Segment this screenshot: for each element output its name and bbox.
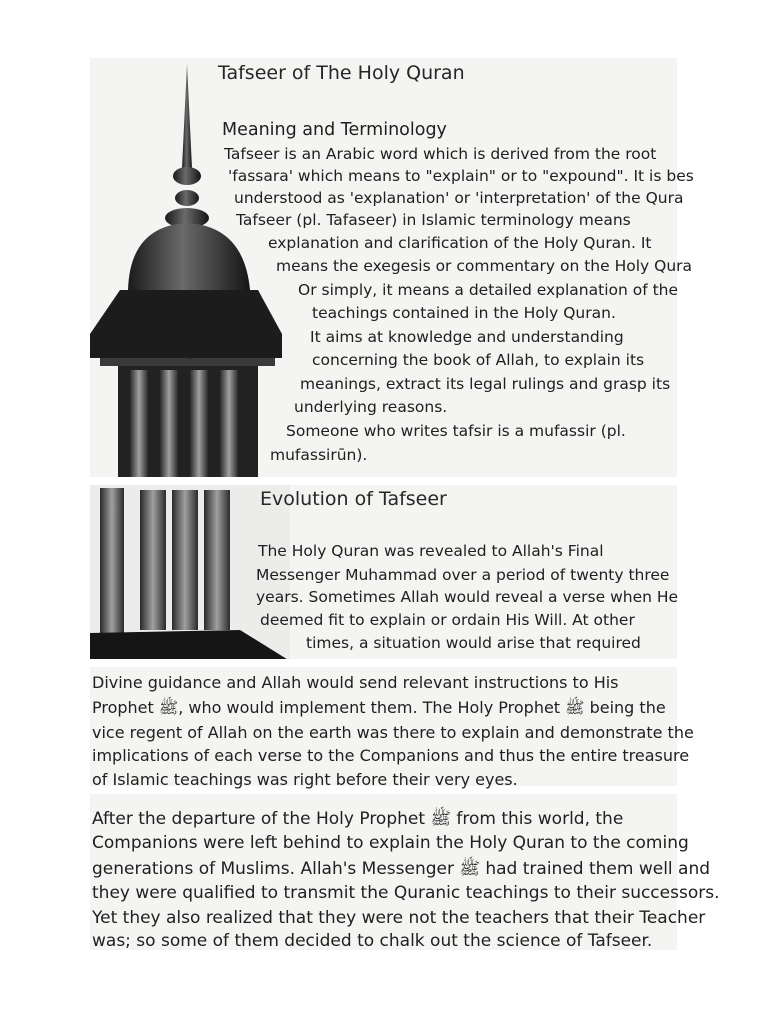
scanned-page — [90, 58, 720, 951]
section-subheading: Meaning and Terminology — [222, 120, 447, 140]
body-line: mufassirūn). — [270, 446, 368, 464]
body-line: concerning the book of Allah, to explain its — [312, 351, 645, 369]
body-line: understood as 'explanation' or 'interpretation' of the Qura — [234, 189, 684, 207]
body-line: Yet they also realized that they were not the teachers that their Teacher — [92, 908, 706, 928]
body-line: explanation and clarification of the Holy Quran. It — [268, 234, 652, 252]
body-line: Tafseer (pl. Tafaseer) in Islamic terminology means — [236, 211, 631, 229]
body-line: It aims at knowledge and understanding — [310, 328, 624, 346]
body-line: vice regent of Allah on the earth was there to explain and demonstrate the — [92, 723, 694, 742]
body-line: Companions were left behind to explain the Holy Quran to the coming — [92, 833, 689, 853]
body-line: After the departure of the Holy Prophet ﷺ from this world, the — [92, 809, 624, 829]
body-line: times, a situation would arise that required — [306, 634, 641, 652]
body-line: years. Sometimes Allah would reveal a verse when He — [256, 588, 679, 606]
body-line: generations of Muslims. Allah's Messenger ﷺ had trained them well and — [92, 859, 711, 879]
body-line: deemed fit to explain or ordain His Will. At other — [260, 611, 635, 629]
body-line: was; so some of them decided to chalk out the science of Tafseer. — [92, 931, 653, 951]
body-line: 'fassara' which means to "explain" or to "expound". It is bes — [228, 167, 694, 185]
section-title: Evolution of Tafseer — [260, 488, 447, 510]
strip-gap — [90, 477, 677, 485]
body-line: Prophet ﷺ, who would implement them. The Holy Prophet ﷺ being the — [92, 698, 666, 717]
body-line: underlying reasons. — [294, 398, 448, 416]
body-line: Divine guidance and Allah would send relevant instructions to His — [92, 673, 619, 692]
body-line: Or simply, it means a detailed explanation of the — [298, 281, 679, 299]
body-line: teachings contained in the Holy Quran. — [312, 304, 616, 322]
body-line: meanings, extract its legal rulings and grasp its — [300, 375, 671, 393]
body-line: Tafseer is an Arabic word which is derived from the root — [224, 145, 657, 163]
section-title: Tafseer of The Holy Quran — [218, 62, 465, 84]
strip-gap — [90, 659, 677, 667]
body-line: Messenger Muhammad over a period of twenty three — [256, 566, 670, 584]
body-line: implications of each verse to the Companions and thus the entire treasure — [92, 746, 690, 765]
body-line: The Holy Quran was revealed to Allah's Final — [258, 542, 604, 560]
body-line: Someone who writes tafsir is a mufassir (pl. — [286, 422, 626, 440]
body-line: they were qualified to transmit the Quranic teachings to their successors. — [92, 883, 720, 903]
body-line: of Islamic teachings was right before their very eyes. — [92, 770, 518, 789]
body-line: means the exegesis or commentary on the Holy Qura — [276, 257, 693, 275]
